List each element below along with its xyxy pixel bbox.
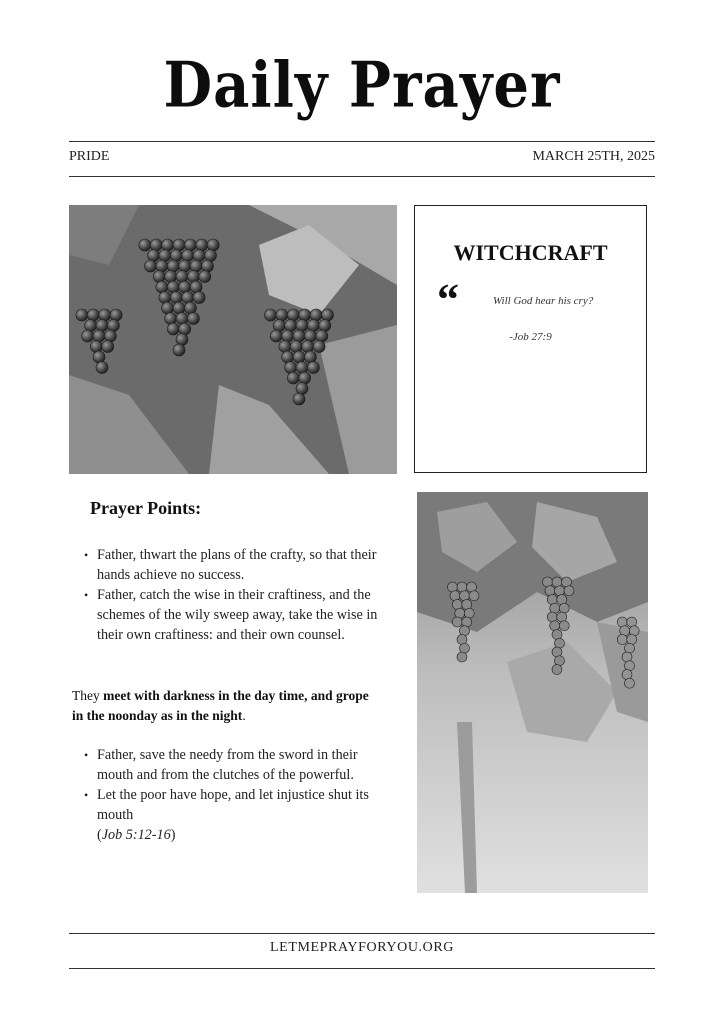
grape-berry — [293, 351, 305, 363]
grape-berry — [93, 351, 105, 363]
grape-berry — [282, 330, 294, 342]
grape-berry — [462, 617, 472, 627]
grape-berry — [464, 608, 474, 618]
grape-berry — [170, 250, 182, 262]
grapes-photo-bottom — [417, 492, 648, 893]
prayer-points-heading: Prayer Points: — [90, 498, 202, 518]
grape-berry — [162, 302, 174, 314]
para-bold: meet with darkness in the day time, and grope in the noonday as in the night — [72, 688, 369, 723]
grape-berry — [85, 320, 97, 332]
grape-berry — [207, 239, 219, 251]
para-lead: They — [72, 688, 104, 703]
grape-berry — [276, 309, 288, 321]
grape-berry — [148, 250, 160, 262]
grape-berry — [460, 591, 470, 601]
grape-berry — [145, 260, 157, 272]
grape-berry — [76, 309, 88, 321]
grape-berry — [193, 292, 205, 304]
grape-berry — [617, 635, 627, 645]
list-item: • Father, catch the wise in their craftiness, and the schemes of the wily sweep away, take the wise in their own craftiness: and their own counsel. — [84, 585, 384, 645]
grape-berry — [187, 271, 199, 283]
grape-berry — [307, 320, 319, 332]
grape-berry — [156, 260, 168, 272]
grape-berry — [167, 260, 179, 272]
grape-berry — [165, 271, 177, 283]
grape-berry — [457, 635, 467, 645]
grape-berry — [159, 292, 171, 304]
ref-open: ( — [97, 827, 102, 843]
grape-berry — [310, 309, 322, 321]
grape-berry — [179, 281, 191, 293]
grape-berry — [462, 600, 472, 610]
masthead-title: Daily Prayer — [163, 48, 561, 122]
grape-berry — [96, 320, 108, 332]
grape-berry — [167, 323, 179, 335]
grape-berry — [107, 320, 119, 332]
grape-berry — [625, 643, 635, 653]
grape-berry — [176, 313, 188, 325]
grape-berry — [167, 281, 179, 293]
footer-website: LETMEPRAYFORYOU.ORG — [270, 940, 454, 955]
grape-berry — [176, 334, 188, 346]
grape-berry — [457, 652, 467, 662]
grape-berry — [87, 309, 99, 321]
grape-berry — [627, 635, 637, 645]
grape-berry — [313, 341, 325, 353]
grape-berry — [182, 292, 194, 304]
grape-berry — [153, 271, 165, 283]
grape-berry — [293, 393, 305, 405]
grape-berry — [296, 320, 308, 332]
grape-berry — [90, 341, 102, 353]
grape-berry — [270, 330, 282, 342]
grape-berry — [104, 330, 116, 342]
grape-berry — [139, 239, 151, 251]
grape-berry — [184, 239, 196, 251]
feature-title: WITCHCRAFT — [453, 240, 608, 265]
grape-berry — [625, 678, 635, 688]
grape-berry — [564, 586, 574, 596]
feature-quote: Will God hear his cry? — [493, 295, 594, 307]
grape-berry — [285, 362, 297, 374]
grape-berry — [557, 612, 567, 622]
grape-berry — [562, 577, 572, 587]
grape-berry — [184, 302, 196, 314]
grape-berry — [450, 591, 460, 601]
grape-berry — [455, 608, 465, 618]
grape-berry — [96, 362, 108, 374]
grape-berry — [448, 582, 458, 592]
prayer-list-a — [84, 545, 384, 645]
grape-berry — [296, 383, 308, 395]
grape-berry — [265, 309, 277, 321]
grape-berry — [282, 351, 294, 363]
grape-berry — [316, 330, 328, 342]
grape-berry — [555, 586, 565, 596]
grape-berry — [202, 260, 214, 272]
grape-berry — [93, 330, 105, 342]
grape-berry — [552, 647, 562, 657]
grape-berry — [304, 330, 316, 342]
grape-berry — [460, 626, 470, 636]
grape-berry — [102, 341, 114, 353]
grape-berry — [552, 665, 562, 675]
grape-berry — [173, 239, 185, 251]
grape-berry — [469, 591, 479, 601]
grape-berry — [629, 626, 639, 636]
grape-berry — [622, 652, 632, 662]
grape-berry — [190, 281, 202, 293]
quote-mark-icon: “ — [437, 275, 459, 324]
para-end: . — [242, 708, 246, 723]
grape-berry — [273, 320, 285, 332]
grape-berry — [176, 271, 188, 283]
grape-berry — [467, 582, 477, 592]
grape-berry — [162, 239, 174, 251]
grape-berry — [457, 582, 467, 592]
grape-berry — [156, 281, 168, 293]
feature-box — [414, 205, 647, 473]
date-label: MARCH 25TH, 2025 — [532, 149, 655, 164]
grape-berry — [179, 323, 191, 335]
list-item: • Let the poor have hope, and let injustice shut its mouth — [84, 785, 384, 825]
topic-label: PRIDE — [69, 149, 110, 164]
grape-berry — [625, 661, 635, 671]
grape-berry — [173, 302, 185, 314]
grape-berry — [170, 292, 182, 304]
grape-berry — [617, 617, 627, 627]
grape-berry — [622, 670, 632, 680]
prayer-list-b — [84, 745, 384, 845]
grape-berry — [547, 612, 557, 622]
grape-berry — [193, 250, 205, 262]
grape-berry — [150, 239, 162, 251]
grape-berry — [179, 260, 191, 272]
grape-berry — [287, 372, 299, 384]
grape-berry — [196, 239, 208, 251]
grape-berry — [550, 603, 560, 613]
grape-berry — [557, 595, 567, 605]
grape-berry — [552, 630, 562, 640]
divider-footer-bottom — [69, 968, 655, 969]
grape-berry — [159, 250, 171, 262]
grape-berry — [287, 309, 299, 321]
grape-berry — [452, 617, 462, 627]
grape-berry — [304, 351, 316, 363]
scripture-paragraph — [72, 686, 372, 726]
grape-berry — [322, 309, 334, 321]
grape-berry — [550, 621, 560, 631]
grape-berry — [293, 330, 305, 342]
grape-berry — [285, 320, 297, 332]
grape-berry — [545, 586, 555, 596]
list-item: • Father, save the needy from the sword in their mouth and from the clutches of the powerful. — [84, 745, 384, 785]
grape-berry — [307, 362, 319, 374]
grape-berry — [299, 309, 311, 321]
grape-berry — [552, 577, 562, 587]
grape-berry — [559, 621, 569, 631]
grape-berry — [302, 341, 314, 353]
list-item: • Father, thwart the plans of the crafty, so that their hands achieve no success. — [84, 545, 384, 585]
divider-footer-top — [69, 933, 655, 934]
grape-berry — [319, 320, 331, 332]
divider-meta — [69, 176, 655, 177]
grape-berry — [205, 250, 217, 262]
grape-berry — [190, 260, 202, 272]
grape-berry — [620, 626, 630, 636]
grape-berry — [99, 309, 111, 321]
grape-berry — [627, 617, 637, 627]
grape-berry — [165, 313, 177, 325]
grape-berry — [187, 313, 199, 325]
grape-berry — [299, 372, 311, 384]
scripture-reference — [84, 825, 384, 845]
grape-berry — [290, 341, 302, 353]
grape-berry — [559, 603, 569, 613]
divider-top — [69, 141, 655, 142]
grape-berry — [279, 341, 291, 353]
grape-berry — [182, 250, 194, 262]
grape-berry — [110, 309, 122, 321]
grape-berry — [555, 656, 565, 666]
grape-berry — [82, 330, 94, 342]
grape-berry — [547, 595, 557, 605]
ref-close: ) — [170, 827, 176, 843]
grape-berry — [173, 344, 185, 356]
grape-berry — [543, 577, 553, 587]
grape-berry — [199, 271, 211, 283]
feature-reference: -Job 27:9 — [509, 331, 552, 343]
ref-text: Job 5:12-16 — [101, 827, 171, 843]
grape-berry — [555, 638, 565, 648]
grape-berry — [460, 643, 470, 653]
grape-berry — [296, 362, 308, 374]
grape-berry — [452, 600, 462, 610]
grapes-photo-top — [69, 205, 397, 474]
